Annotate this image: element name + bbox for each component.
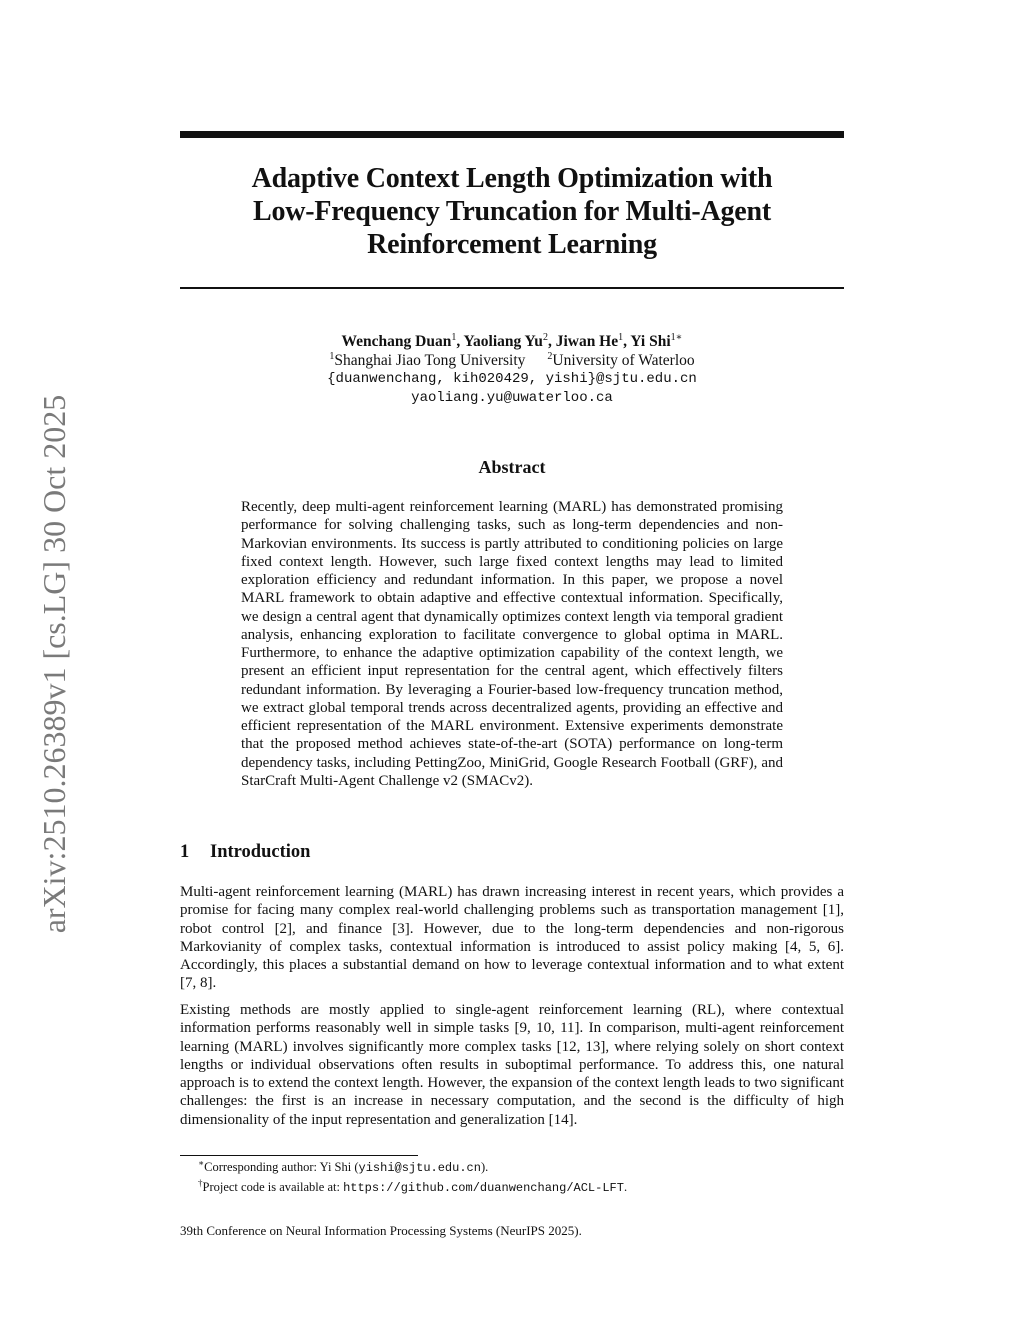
affiliation-1-mark: 1 [329,350,335,362]
title-line-2: Low-Frequency Truncation for Multi-Agent [252,196,771,227]
paper-title [180,162,844,261]
author-4: Yi Shi [630,333,671,350]
arxiv-identifier: arXiv:2510.26389v1 [cs.LG] 30 Oct 2025 [36,394,72,934]
section-title: Introduction [210,842,311,862]
title-line-3: Reinforcement Learning [367,229,657,260]
footnote-2-mark: † [198,1177,203,1188]
intro-paragraph-1: Multi-agent reinforcement learning (MARL) has drawn increasing interest in recent years, which provides a promise for facing many complex real-world challenging problems such as transportation management [1], robot control [2], and finance [3]. However, due to the long-term dependencies and non-rigorous Markovianity of complex tasks, contextual information is introduced to assist policy making [4, 5, 6]. Accordingly, this places a substantial demand on how to leverage contextual information and to what extent [7, 8]. [180,884,844,992]
abstract-heading: Abstract [478,457,546,477]
corresponding-email[interactable]: yishi@sjtu.edu.cn [358,1161,481,1175]
title-line-1: Adaptive Context Length Optimization with [251,163,773,194]
abstract-text: Recently, deep multi-agent reinforcement learning (MARL) has demonstrated promising performance for solving challenging tasks, such as long-term dependencies and non-Markovian environments. Its success is partly attributed to conditioning policies on large fixed context length. However, such large fixed context lengths may lead to limited exploration efficiency and redundant information. In this paper, we propose a novel MARL framework to obtain adaptive and effective contextual information. Specifically, we design a central agent that dynamically optimizes context length via temporal gradient analysis, enhancing exploration to facilitate convergence to global optima in MARL. Furthermore, to enhance the adaptive optimization capability of the context length, we present an efficient input representation for the central agent, which effectively filters redundant information. By leveraging a Fourier-based low-frequency truncation method, we extract global temporal trends across decentralized agents, providing an effective and efficient representation of the MARL environment. Extensive experiments demonstrate that the proposed method achieves state-of-the-art (SOTA) performance on long-term dependency tasks, including PettingZoo, MiniGrid, Google Research Football (GRF), and StarCraft Multi-Agent Challenge v2 (SMACv2). [241,499,783,789]
email-line-1: {duanwenchang, kih020429, yishi}@sjtu.edu.cn [327,371,697,387]
footnote-2-end: . [623,1179,628,1194]
email-line-2: yaoliang.yu@uwaterloo.ca [411,390,613,406]
author-3: Jiwan He [555,333,619,350]
section-heading [180,842,310,863]
footnote-1-text: Corresponding author: Yi Shi ( [204,1160,359,1174]
author-2: Yaoliang Yu [463,333,543,350]
author-3-affil: 1 [618,331,624,343]
author-1: Wenchang Duan [341,333,452,350]
affiliation-2: University of Waterloo [552,352,695,369]
author-separator: , [547,333,556,350]
project-code-link[interactable]: https://github.com/duanwenchang/ACL-LFT [343,1180,624,1195]
affiliations [180,351,844,370]
section-number: 1 [180,842,190,862]
author-block [180,332,844,408]
footnote-2 [198,1178,838,1198]
author-names [180,332,844,351]
intro-paragraph-2: Existing methods are mostly applied to single-agent reinforcement learning (RL), where contextual information performs reasonably well in simple tasks [9, 10, 11]. In comparison, multi-agent reinforcement learning (MARL) involves significantly more complex tasks [12, 13], where relying solely on short context lengths or individual observations often results in suboptimal performance. To address this, one natural approach is to extend the context length. However, the expansion of the context length leads to two significant challenges: the first is an increase in necessary computation, and the second is the difficulty of high dimensionality of the input representation and generalization [14]. [180,1002,844,1128]
affiliation-2-mark: 2 [547,350,553,362]
author-2-affil: 2 [542,331,548,343]
author-separator: , [623,333,631,350]
footnote-2-text: Project code is available at: [202,1179,344,1194]
footnotes [198,1158,838,1197]
author-1-affil: 1 [451,331,457,343]
title-top-rule [180,131,844,138]
conference-note: 39th Conference on Neural Information Processing Systems (NeurIPS 2025). [180,1223,582,1238]
footnote-1 [198,1158,838,1178]
footnote-1-mark: ∗ [198,1157,205,1168]
author-4-affil: 1∗ [670,331,683,343]
footnote-rule [180,1155,418,1156]
author-separator: , [456,333,464,350]
title-bottom-rule [180,287,844,289]
footnote-1-end: ). [480,1160,489,1174]
affiliation-1: Shanghai Jiao Tong University [334,352,526,369]
